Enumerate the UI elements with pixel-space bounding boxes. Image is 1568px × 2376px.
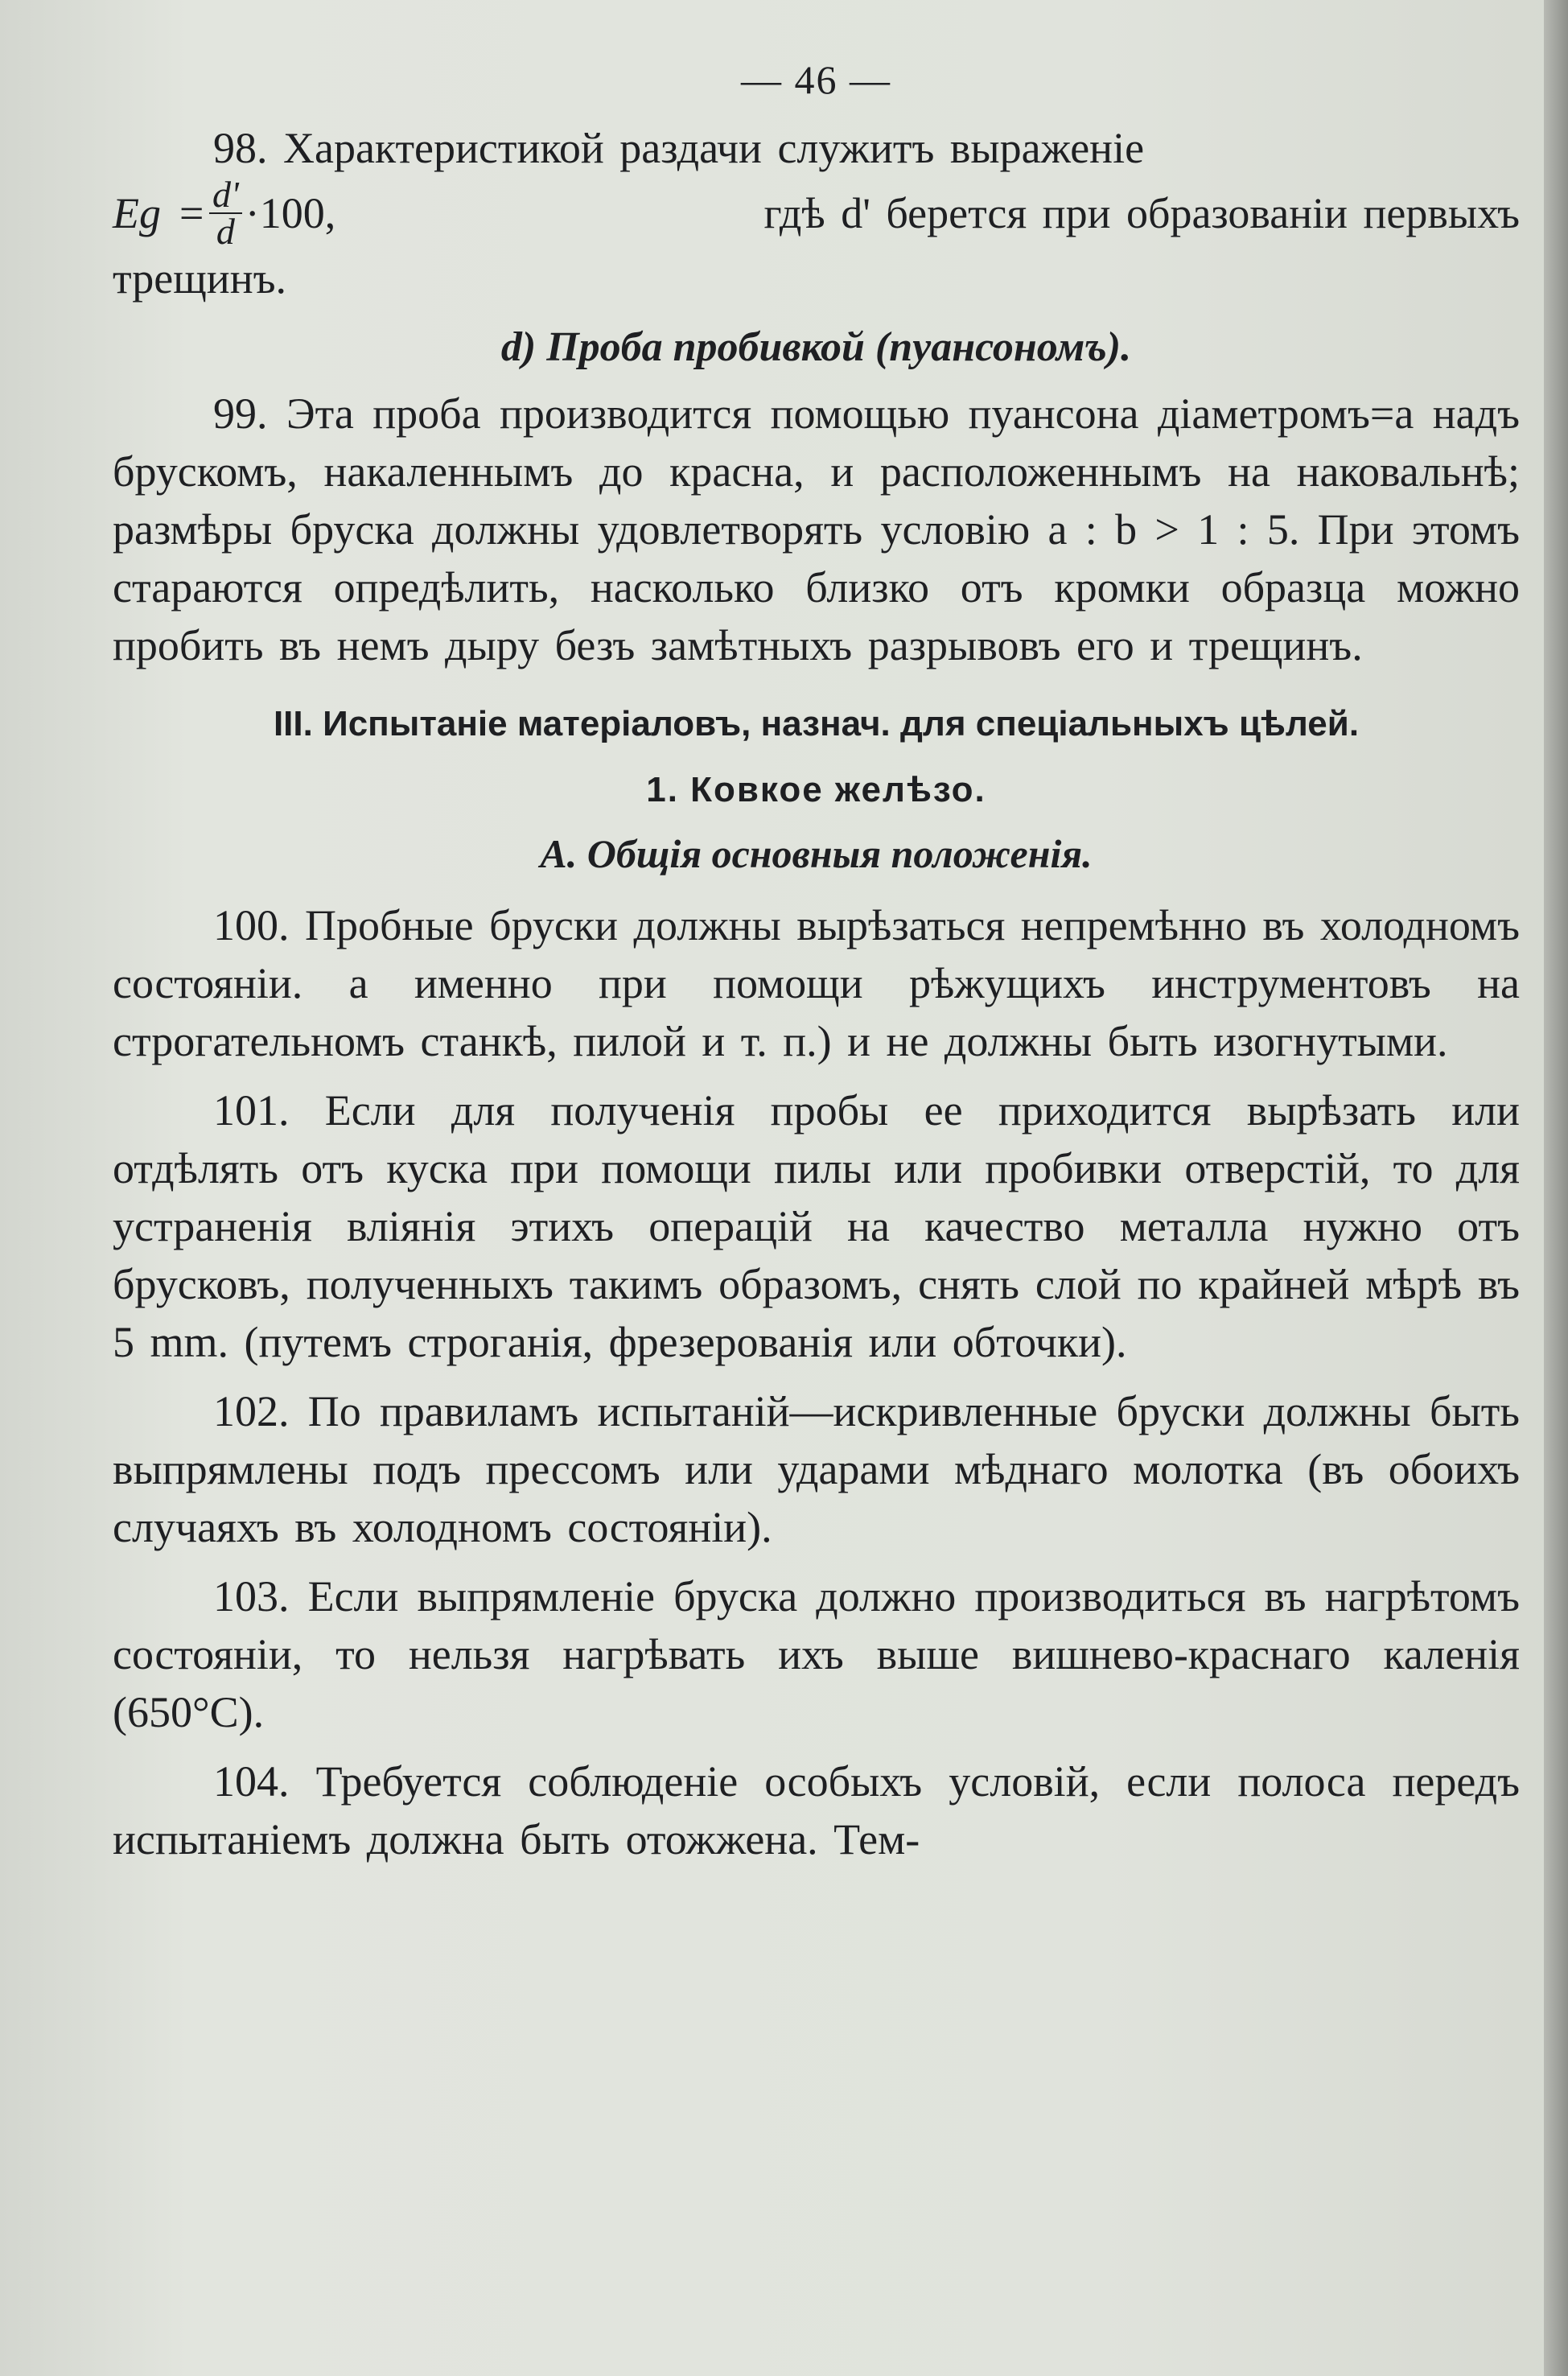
paragraph-104: 104. Требуется соблюденiе особыхъ условiй, если полоса передъ испытанiемъ должна быть отожжена. Тем-: [113, 1757, 1520, 1863]
paragraph-99: 99. Эта проба производится помощью пуансона дiаметромъ=a надъ брускомъ, накаленнымъ до красна, и расположеннымъ на наковальнѣ; размѣры бруска должны удовлетворять условiю a : b > 1 : 5. При этомъ стараются опредѣлить, насколько близко отъ кромки образца можно пробить въ немъ дыру безъ замѣтныхъ разрывовъ его и трещинъ.: [113, 389, 1520, 669]
paragraph-98-line3: трещинъ.: [113, 254, 287, 303]
formula-fraction: [209, 174, 242, 252]
paragraph-103: 103. Если выпрямленiе бруска должно производиться въ нагрѣтомъ состоянiи, то нельзя нагрѣвать ихъ выше вишнево-краснаго каленiя (650°C).: [113, 1572, 1520, 1736]
section-heading-III: III. Испытанiе матерiаловъ, назнач. для спецiальныхъ цѣлей.: [273, 704, 1360, 743]
page-number: — 46 —: [741, 57, 891, 102]
paragraph-100: 100. Пробные бруски должны вырѣзаться непремѣнно въ холодномъ состоянiи. а именно при помощи рѣжущихъ инструментовъ на строгательномъ станкѣ, пилой и т. п.) и не должны быть изогнутыми.: [113, 901, 1520, 1065]
subsection-heading-1: 1. Ковкое желѣзо.: [646, 770, 986, 809]
formula-lhs: Eg =: [113, 189, 206, 237]
page-edge-shadow: [1544, 0, 1568, 2376]
subsection-heading-A: A. Общiя основныя положенiя.: [540, 831, 1093, 876]
paragraph-102: 102. По правиламъ испытанiй—искривленные бруски должны быть выпрямлены подъ прессомъ или ударами мѣднаго молотка (въ обоихъ случаяхъ въ холодномъ состоянiи).: [113, 1387, 1520, 1551]
paragraph-98-line1: 98. Характеристикой раздачи служитъ выраженiе: [213, 124, 1145, 172]
formula: [113, 174, 336, 252]
fraction-numerator: d': [209, 177, 242, 214]
formula-rhs: ·100,: [245, 189, 336, 237]
paragraph-98-line2-rest: гдѣ d' берется при образованiи первыхъ: [763, 189, 1520, 237]
fraction-denominator: d: [216, 211, 235, 252]
heading-punch-test: d) Проба пробивкой (пуансономъ).: [500, 324, 1132, 370]
paragraph-98-formula-line: [113, 174, 1520, 252]
paragraph-101: 101. Если для полученiя пробы ее приходится вырѣзать или отдѣлять отъ куска при помощи пилы или пробивки отверстiй, то для устраненiя влiянiя этихъ операцiй на качество металла нужно отъ брусковъ, полученныхъ такимъ образомъ, снять слой по крайней мѣрѣ въ 5 mm. (путемъ строганiя, фрезерованiя или обточки).: [113, 1086, 1520, 1366]
